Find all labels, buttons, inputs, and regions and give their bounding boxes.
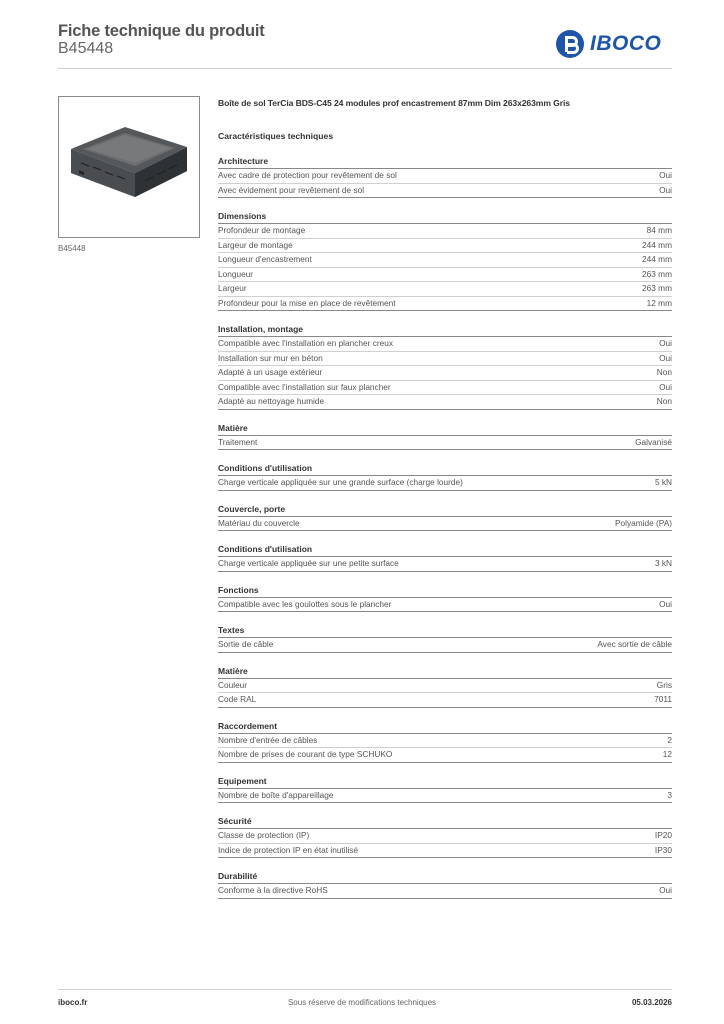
spec-section (218, 544, 672, 572)
floor-box-image (59, 97, 199, 237)
footer-notice: Sous réserve de modifications techniques (287, 998, 437, 1007)
spec-row (218, 436, 672, 451)
spec-section (218, 816, 672, 858)
brand-logo[interactable] (556, 28, 661, 60)
spec-value: Polyamide (PA) (614, 517, 672, 528)
spec-label: Charge verticale appliquée sur une petite surface (218, 558, 399, 568)
spec-label: Longueur d'encastrement (218, 254, 312, 264)
spec-row (218, 517, 672, 532)
spec-rows (218, 517, 672, 532)
spec-rows (218, 224, 672, 311)
section-title: Fonctions (218, 585, 672, 598)
spec-section (218, 625, 672, 653)
page-title: Fiche technique du produit (58, 22, 265, 40)
section-title: Durabilité (218, 871, 672, 884)
footer-website[interactable]: iboco.fr (58, 998, 88, 1007)
spec-section (218, 585, 672, 613)
spec-row (218, 169, 672, 184)
section-title: Conditions d'utilisation (218, 544, 672, 557)
spec-label: Largeur de montage (218, 239, 293, 250)
spec-value: 2 (667, 734, 672, 745)
spec-section (218, 156, 672, 198)
spec-row (218, 239, 672, 254)
product-description: Boîte de sol TerCia BDS-C45 24 modules prof encastrement 87mm Dim 263x263mm Gris (218, 98, 570, 108)
spec-rows (218, 829, 672, 858)
section-title: Couvercle, porte (218, 504, 672, 517)
spec-value: 263 mm (642, 268, 672, 279)
logo-icon (556, 30, 584, 58)
spec-label: Indice de protection IP en état inutilisé (218, 844, 359, 855)
spec-rows (218, 789, 672, 804)
spec-row (218, 297, 672, 312)
footer-divider (58, 989, 672, 990)
spec-label: Couleur (218, 679, 248, 690)
spec-label: Charge verticale appliquée sur une grande surface (charge lourde) (218, 477, 463, 487)
section-title: Equipement (218, 776, 672, 789)
spec-label: Conforme à la directive RoHS (218, 885, 328, 895)
spec-section (218, 463, 672, 491)
spec-row (218, 844, 672, 859)
spec-value: 84 mm (646, 225, 672, 235)
spec-value: 12 mm (646, 297, 672, 308)
spec-rows (218, 598, 672, 613)
spec-row (218, 352, 672, 367)
product-reference: B45448 (58, 40, 114, 57)
spec-value: Oui (659, 352, 672, 363)
spec-rows (218, 679, 672, 708)
spec-label: Compatible avec l'installation sur faux plancher (218, 381, 391, 392)
spec-row (218, 476, 672, 491)
section-title: Sécurité (218, 816, 672, 829)
spec-label: Longueur (218, 268, 254, 279)
section-title: Matière (218, 666, 672, 679)
spec-label: Adapté à un usage extérieur (218, 367, 323, 377)
spec-label: Nombre d'entrée de câbles (218, 734, 318, 745)
spec-value: Oui (659, 381, 672, 392)
spec-label: Adapté au nettoyage humide (218, 396, 325, 406)
spec-value: Gris (656, 679, 672, 690)
spec-label: Sortie de câble (218, 639, 274, 649)
spec-label: Traitement (218, 436, 258, 447)
spec-rows (218, 436, 672, 451)
spec-section (218, 666, 672, 708)
spec-value: 12 (662, 749, 672, 759)
spec-value: 244 mm (642, 254, 672, 264)
spec-sections (218, 156, 672, 899)
spec-label: Compatible avec les goulottes sous le plancher (218, 598, 392, 609)
spec-rows (218, 557, 672, 572)
spec-label: Profondeur pour la mise en place de revêtement (218, 297, 396, 308)
spec-row (218, 734, 672, 749)
spec-row (218, 693, 672, 708)
spec-row (218, 829, 672, 844)
spec-row (218, 679, 672, 694)
spec-section (218, 871, 672, 899)
spec-row (218, 381, 672, 396)
specs-heading: Caractéristiques techniques (218, 131, 334, 141)
spec-value: Non (656, 396, 672, 406)
spec-row (218, 184, 672, 199)
spec-value: 263 mm (642, 283, 672, 293)
section-title: Conditions d'utilisation (218, 463, 672, 476)
section-title: Raccordement (218, 721, 672, 734)
spec-value: 7011 (654, 694, 672, 704)
spec-value: Oui (659, 184, 672, 195)
section-title: Matière (218, 423, 672, 436)
spec-value: 3 kN (654, 558, 672, 568)
spec-rows (218, 734, 672, 763)
spec-value: Oui (659, 338, 672, 348)
spec-value: IP30 (654, 844, 672, 855)
spec-value: Oui (659, 598, 672, 609)
spec-row (218, 366, 672, 381)
spec-label: Installation sur mur en béton (218, 352, 323, 363)
spec-row (218, 253, 672, 268)
section-title: Architecture (218, 156, 672, 169)
section-title: Dimensions (218, 211, 672, 224)
spec-value: 3 (667, 789, 672, 800)
spec-value: 5 kN (654, 477, 672, 487)
product-image (58, 96, 200, 238)
spec-row (218, 638, 672, 653)
spec-row (218, 557, 672, 572)
spec-row (218, 337, 672, 352)
spec-section (218, 721, 672, 763)
spec-rows (218, 337, 672, 410)
section-title: Installation, montage (218, 324, 672, 337)
spec-row (218, 884, 672, 899)
spec-label: Avec évidement pour revêtement de sol (218, 184, 365, 195)
logo-text: IBOCO (590, 32, 662, 55)
spec-row (218, 598, 672, 613)
spec-section (218, 324, 672, 410)
spec-label: Classe de protection (IP) (218, 830, 310, 840)
spec-section (218, 211, 672, 311)
footer-date: 05.03.2026 (631, 998, 672, 1007)
spec-rows (218, 476, 672, 491)
spec-value: Oui (659, 885, 672, 895)
spec-row (218, 224, 672, 239)
spec-label: Largeur (218, 283, 247, 293)
spec-value: IP20 (654, 830, 672, 840)
spec-label: Nombre de boîte d'appareillage (218, 789, 334, 800)
spec-row (218, 789, 672, 804)
spec-label: Compatible avec l'installation en plancher creux (218, 338, 393, 348)
spec-rows (218, 638, 672, 653)
spec-label: Avec cadre de protection pour revêtement de sol (218, 170, 397, 180)
image-caption: B45448 (58, 244, 86, 253)
spec-row (218, 268, 672, 283)
spec-content (218, 96, 672, 899)
spec-section (218, 504, 672, 532)
spec-label: Profondeur de montage (218, 225, 306, 235)
header-divider (58, 68, 672, 69)
spec-value: Oui (659, 170, 672, 180)
spec-row (218, 282, 672, 297)
spec-rows (218, 169, 672, 198)
spec-section (218, 776, 672, 804)
spec-label: Nombre de prises de courant de type SCHUKO (218, 749, 393, 759)
spec-row (218, 395, 672, 410)
spec-value: Galvanisé (635, 436, 672, 447)
spec-label: Matériau du couvercle (218, 517, 300, 528)
spec-rows (218, 884, 672, 899)
spec-value: 244 mm (642, 239, 672, 250)
spec-section (218, 423, 672, 451)
section-title: Textes (218, 625, 672, 638)
spec-label: Code RAL (218, 694, 257, 704)
spec-value: Non (656, 367, 672, 377)
spec-value: Avec sortie de câble (597, 639, 672, 649)
spec-row (218, 748, 672, 763)
